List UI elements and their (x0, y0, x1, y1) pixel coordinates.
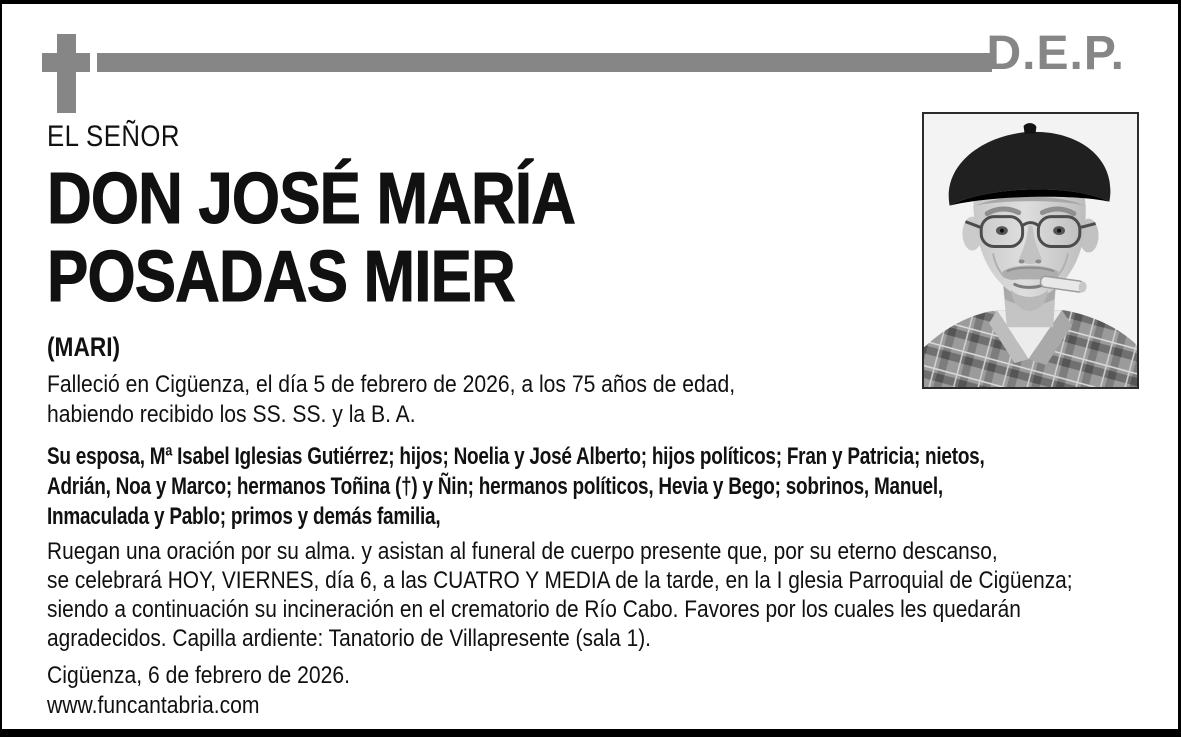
place-date (47, 661, 1167, 691)
text-line: www.funcantabria.com (47, 692, 260, 719)
text-line: habiendo recibido los SS. SS. y la B. A. (47, 401, 416, 428)
dep-label: D.E.P. (986, 27, 1125, 80)
text-line: Ruegan una oración por su alma. y asistan al funeral de cuerpo presente que, por su eterno descanso, (47, 538, 998, 565)
text-line: siendo a continuación su incineración en el crematorio de Río Cabo. Favores por los cuales les quedarán (47, 596, 1021, 623)
website-url (47, 691, 1167, 721)
funeral-notice (47, 537, 1167, 653)
text-line: Inmaculada y Pablo; primos y demás familia, (47, 503, 441, 530)
text-line: Falleció en Cigüenza, el día 5 de febrero de 2026, a los 75 años de edad, (47, 371, 736, 398)
text-line: EL SEÑOR (47, 120, 180, 153)
text-line: Cigüenza, 6 de febrero de 2026. (47, 662, 350, 689)
name-line-1: DON JOSÉ MARÍA (47, 159, 576, 239)
death-details (47, 370, 1167, 430)
honorific (47, 120, 1167, 154)
obituary-content (47, 4, 1167, 721)
text-line: Adrián, Noa y Marco; hermanos Toñina (†) y Ñin; hermanos políticos, Hevia y Bego; sobrinos, Manuel, (47, 473, 943, 500)
text-line: Su esposa, Mª Isabel Iglesias Gutiérrez; hijos; Noelia y José Alberto; hijos políticos; Fran y Patricia; nietos, (47, 443, 985, 470)
name-line-2: POSADAS MIER (47, 237, 515, 317)
deceased-name (47, 160, 1167, 316)
text-line: se celebrará HOY, VIERNES, día 6, a las CUATRO Y MEDIA de la tarde, en la I glesia Parroquial de Cigüenza; (47, 567, 1073, 594)
text-line: (MARI) (47, 332, 121, 362)
nickname (47, 332, 1167, 362)
text-line: agradecidos. Capilla ardiente: Tanatorio de Villapresente (sala 1). (47, 625, 651, 652)
family-list (47, 442, 1167, 532)
